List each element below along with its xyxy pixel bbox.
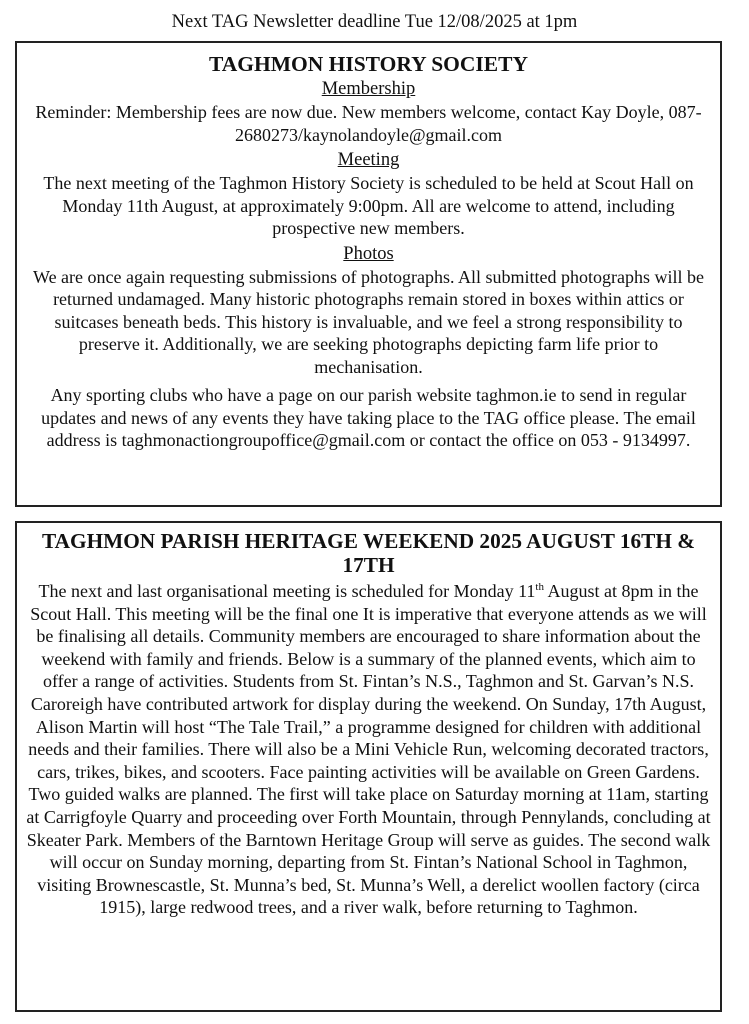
heritage-body-rest: August at 8pm in the Scout Hall. This meeting will be the final one It is imperative that everyone attends as we will be finalising all details. Community members are encouraged to share information about the weekend with family and friends. Below is a summary of the planned events, which aim to offer a range of activities. Students from St. Fintan’s N.S., Taghmon and St. Garvan’s N.S. Caroreigh have contributed artwork for display during the weekend. On Sunday, 17th August, Alison Martin will host “The Tale Trail,” a programme designed for children with additional needs and their families. There will also be a Mini Vehicle Run, welcoming decorated tractors, cars, trikes, bikes, and scooters. Face painting activities will be available on Green Gardens. Two guided walks are planned. The first will take place on Saturday morning at 11am, starting at Carrigfoyle Quarry and proceeding over Forth Mountain, through Pennylands, concluding at Skeater Park. Members of the Barntown Heritage Group will serve as guides. The second walk will occur on Sunday morning, departing from St. Fintan’s National School in Taghmon, visiting Brownescastle, St. Munna’s bed, St. Munna’s Well, a derelict woollen factory (circa 1915), large redwood trees, and a river walk, before returning to Taghmon.: [26, 581, 711, 918]
history-society-box: [15, 41, 722, 507]
ordinal-suffix: th: [535, 581, 544, 593]
newsletter-deadline: Next TAG Newsletter deadline Tue 12/08/2025 at 1pm: [171, 12, 578, 32]
meeting-heading: Meeting: [337, 150, 400, 170]
sporting-clubs-text: Any sporting clubs who have a page on our parish website taghmon.ie to send in regular updates and news of any events they have taking place to the TAG office please. The email address is taghmonactiongroupoffice@gmail.com or contact the office on 053 - 9134997.: [41, 385, 696, 450]
photos-heading: Photos: [343, 243, 394, 264]
heritage-weekend-body: [25, 580, 712, 919]
meeting-text: The next meeting of the Taghmon History Society is scheduled to be held at Scout Hall on Monday 11th August, at approximately 9:00pm. All are welcome to attend, including prospective new members.: [43, 173, 694, 238]
photos-text: We are once again requesting submissions of photographs. All submitted photographs will be returned undamaged. Many historic photographs remain stored in boxes within attics or suitcases beneath beds. This history is invaluable, and we feel a strong responsibility to preserve it. Additionally, we are seeking photographs depicting farm life prior to mechanisation.: [33, 266, 704, 377]
heritage-weekend-title: TAGHMON PARISH HERITAGE WEEKEND 2025 AUGUST 16TH & 17TH: [42, 529, 695, 577]
membership-text: Reminder: Membership fees are now due. New members welcome, contact Kay Doyle, 087-2680273/kaynolandoyle@gmail.com: [35, 102, 702, 145]
heritage-weekend-box: [15, 521, 722, 1012]
heritage-body-start: The next and last organisational meeting is scheduled for Monday 11: [38, 581, 536, 601]
history-society-title: TAGHMON HISTORY SOCIETY: [208, 52, 528, 76]
membership-heading: Membership: [321, 79, 416, 99]
